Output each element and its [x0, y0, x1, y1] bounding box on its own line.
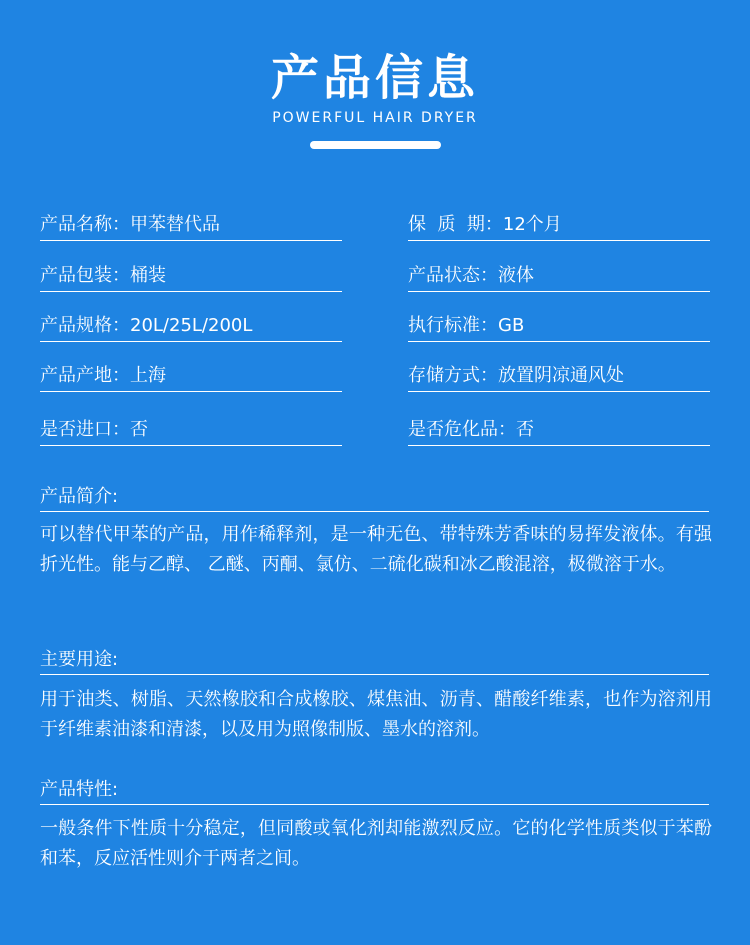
section-usage-heading: 主要用途: — [40, 646, 709, 675]
field-label: 产品状态： — [408, 265, 498, 286]
field-value: 桶装 — [130, 265, 166, 286]
field-label: 产品产地： — [40, 365, 130, 386]
field-imported — [40, 415, 342, 446]
field-label: 是否进口： — [40, 419, 130, 440]
field-value: 甲苯替代品 — [130, 214, 220, 235]
field-origin — [40, 361, 342, 392]
field-label: 保 质 期： — [408, 214, 503, 235]
field-value: 12个月 — [502, 214, 562, 235]
field-label: 产品包装： — [40, 265, 130, 286]
field-value: 放置阴凉通风处 — [498, 365, 624, 386]
field-hazardous — [408, 415, 710, 446]
section-properties-heading: 产品特性: — [40, 776, 709, 805]
field-value: 20L/25L/200L — [130, 315, 253, 336]
field-label: 执行标准： — [408, 315, 498, 336]
section-properties-text: 一般条件下性质十分稳定，但同酸或氧化剂却能激烈反应。它的化学性质类似于苯酚和苯，反应活性则介于两者之间。 — [40, 818, 712, 869]
field-value: GB — [498, 315, 525, 336]
section-usage-text: 用于油类、树脂、天然橡胶和合成橡胶、煤焦油、沥青、醋酸纤维素，也作为溶剂用于纤维素油漆和清漆，以及用为照像制版、墨水的溶剂。 — [40, 689, 712, 740]
field-state — [408, 261, 710, 292]
field-storage — [408, 361, 710, 392]
field-value: 上海 — [130, 365, 166, 386]
field-label: 存储方式： — [408, 365, 498, 386]
field-standard — [408, 311, 710, 342]
page-subtitle: POWERFUL HAIR DRYER — [272, 110, 478, 126]
field-value: 液体 — [498, 265, 534, 286]
field-product-name — [40, 210, 342, 241]
field-value: 否 — [516, 419, 534, 440]
page-title: 产品信息 — [270, 50, 479, 106]
field-label: 是否危化品： — [408, 419, 516, 440]
field-value: 否 — [130, 419, 148, 440]
field-label: 产品规格： — [40, 315, 130, 336]
title-underline — [310, 141, 441, 149]
field-packaging — [40, 261, 342, 292]
section-intro-heading: 产品简介: — [40, 483, 709, 512]
section-intro-text: 可以替代甲苯的产品，用作稀释剂，是一种无色、带特殊芳香味的易挥发液体。有强折光性。能与乙醇、 乙醚、丙酮、氯仿、二硫化碳和冰乙酸混溶，极微溶于水。 — [40, 524, 712, 575]
field-specification — [40, 311, 342, 342]
field-label: 产品名称： — [40, 214, 130, 235]
field-shelf-life — [408, 210, 710, 241]
